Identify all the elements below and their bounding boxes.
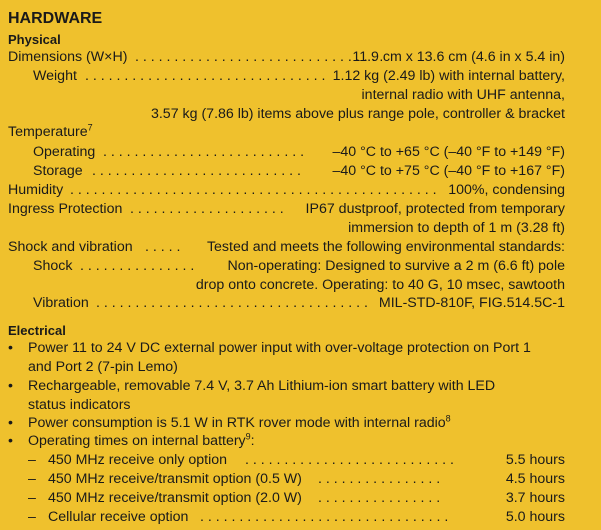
footnote-8: 8 [445, 413, 451, 424]
power-input-line1: Power 11 to 24 V DC external power input with over-voltage protection on Port 1 [28, 340, 531, 356]
ingress-line2: immersion to depth of 1 m (3.28 ft) [348, 220, 565, 236]
dimensions-dots: . . . . . . . . . . . . . . . . . . . . . . . . . . . . . . . . [135, 49, 384, 65]
storage-value: –40 °C to +75 °C (–40 °F to +167 °F) [332, 163, 565, 179]
dimensions-label: Dimensions (W×H) [8, 49, 128, 65]
operating-times: Operating times on internal battery$^9$: [28, 431, 255, 449]
operating-dots: . . . . . . . . . . . . . . . . . . . . . . . . . . [103, 144, 305, 160]
humidity-dots: . . . . . . . . . . . . . . . . . . . . . . . . . . . . . . . . . . . . . . . . . . . . . . . [70, 182, 437, 198]
vibration-value: MIL-STD-810F, FIG.514.5C-1 [378, 295, 565, 311]
shock-vibration-dots: . . . . . [145, 239, 181, 255]
footnote-7: 7 [87, 122, 93, 133]
physical-heading: Physical [8, 32, 61, 47]
time-value: 4.5 hours [505, 471, 565, 487]
vibration-dots: . . . . . . . . . . . . . . . . . . . . . . . . . . . . . . . . . . . [96, 295, 368, 311]
time-label: Cellular receive option [48, 509, 189, 525]
shock-line1: Non-operating: Designed to survive a 2 m (6.6 ft) pole [227, 258, 565, 274]
time-dots: . . . . . . . . . . . . . . . . [318, 490, 441, 506]
dash: – [28, 471, 36, 487]
shock-label: Shock [33, 258, 73, 274]
operating-label: Operating [33, 144, 96, 160]
shock-vibration-label: Shock and vibration [8, 239, 133, 255]
weight-line2: internal radio with UHF antenna, [361, 87, 565, 103]
time-value: 3.7 hours [505, 490, 565, 506]
dash: – [28, 490, 36, 506]
bullet: • [8, 415, 13, 431]
weight-line3: 3.57 kg (7.86 lb) items above plus range pole, controller & bracket [150, 106, 565, 122]
temperature-label: Temperature$^7$ [8, 122, 93, 140]
power-input-line2: and Port 2 (7-pin Lemo) [28, 359, 178, 375]
section-heading: HARDWARE [8, 10, 103, 27]
time-dots: . . . . . . . . . . . . . . . . . . . . . . . . . . . [245, 452, 454, 468]
time-dots: . . . . . . . . . . . . . . . . . . . . . . . . . . . . . . . . [200, 509, 449, 525]
vibration-label: Vibration [33, 295, 89, 311]
time-label: 450 MHz receive/transmit option (0.5 W) [48, 471, 302, 487]
storage-dots: . . . . . . . . . . . . . . . . . . . . . . . . . . . [92, 163, 301, 179]
operating-value: –40 °C to +65 °C (–40 °F to +149 °F) [332, 144, 565, 160]
time-value: 5.5 hours [505, 452, 565, 468]
storage-label: Storage [33, 163, 83, 179]
electrical-heading: Electrical [8, 323, 66, 338]
bullet: • [8, 340, 13, 356]
ingress-line1: IP67 dustproof, protected from temporary [305, 201, 565, 217]
shock-dots: . . . . . . . . . . . . . . . [80, 258, 195, 274]
bullet: • [8, 378, 13, 394]
ingress-dots: . . . . . . . . . . . . . . . . . . . . [130, 201, 284, 217]
weight-line1: 1.12 kg (2.49 lb) with internal battery, [332, 68, 565, 84]
time-label: 450 MHz receive only option [48, 452, 228, 468]
power-consumption: Power consumption is 5.1 W in RTK rover mode with internal radio$^8$ [28, 413, 451, 431]
weight-label: Weight [33, 68, 77, 84]
battery-line2: status indicators [28, 397, 131, 413]
dash: – [28, 509, 36, 525]
time-dots: . . . . . . . . . . . . . . . . [318, 471, 441, 487]
battery-line1: Rechargeable, removable 7.4 V, 3.7 Ah Lithium-ion smart battery with LED [28, 378, 496, 394]
footnote-9: 9 [245, 431, 251, 442]
ingress-label: Ingress Protection [8, 201, 123, 217]
shock-vibration-value: Tested and meets the following environmental standards: [206, 239, 565, 255]
humidity-value: 100%, condensing [448, 182, 565, 198]
time-label: 450 MHz receive/transmit option (2.0 W) [48, 490, 302, 506]
humidity-label: Humidity [8, 182, 64, 198]
dash: – [28, 452, 36, 468]
weight-dots: . . . . . . . . . . . . . . . . . . . . . . . . . . . . . . . [85, 68, 326, 84]
time-value: 5.0 hours [505, 509, 565, 525]
shock-line2: drop onto concrete. Operating: to 40 G, 10 msec, sawtooth [195, 277, 565, 293]
dimensions-value: 11.9 cm x 13.6 cm (4.6 in x 5.4 in) [352, 49, 565, 65]
bullet: • [8, 433, 13, 449]
